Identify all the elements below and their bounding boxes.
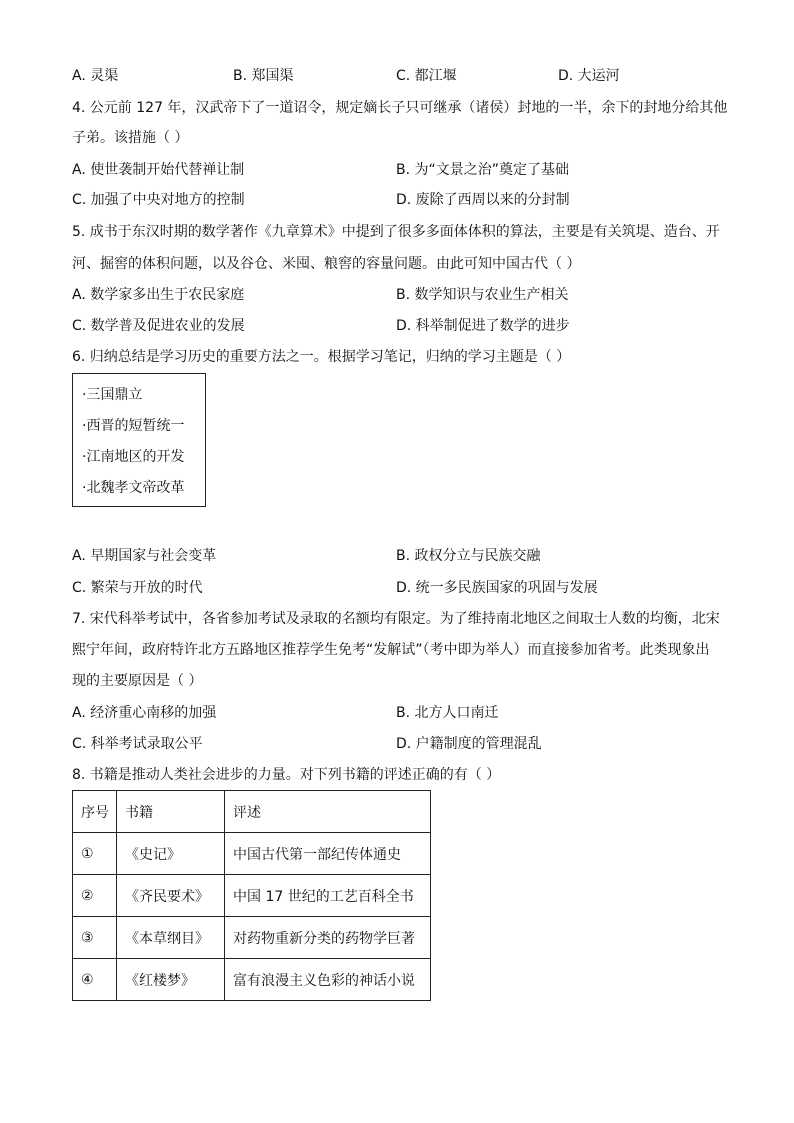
- q3-option-d: D. 大运河: [558, 68, 620, 84]
- q8-stem: 8. 书籍是推动人类社会进步的力量。对下列书籍的评述正确的有（ ）: [72, 767, 501, 783]
- row-comment: 富有浪漫主义色彩的神话小说: [225, 959, 431, 1001]
- q7-option-d: D. 户籍制度的管理混乱: [396, 736, 542, 752]
- q5-option-d: D. 科举制促进了数学的进步: [396, 318, 570, 334]
- q6-note: ·三国鼎立: [82, 387, 143, 403]
- row-index: ④: [73, 959, 117, 1001]
- q4-option-c: C. 加强了中央对地方的控制: [72, 192, 245, 208]
- q4-stem-line1: 4. 公元前 127 年，汉武帝下了一道诏令，规定嫡长子只可继承（诸侯）封地的一半，余下的封地分给其他: [72, 100, 728, 116]
- q6-option-c: C. 繁荣与开放的时代: [72, 580, 203, 596]
- header-comment: 评述: [225, 791, 431, 833]
- q6-option-a: A. 早期国家与社会变革: [72, 548, 217, 564]
- q3-option-a: A. 灵渠: [72, 68, 119, 84]
- header-book: 书籍: [117, 791, 225, 833]
- row-index: ②: [73, 875, 117, 917]
- q7-stem-line1: 7. 宋代科举考试中，各省参加考试及录取的名额均有限定。为了维持南北地区之间取士人数的均衡，北宋: [72, 611, 720, 627]
- books-table: [72, 790, 431, 1001]
- q6-stem: 6. 归纳总结是学习历史的重要方法之一。根据学习笔记，归纳的学习主题是（ ）: [72, 349, 571, 365]
- row-book: 《本草纲目》: [117, 917, 225, 959]
- q5-option-c: C. 数学普及促进农业的发展: [72, 318, 245, 334]
- row-book: 《史记》: [117, 833, 225, 875]
- q3-option-b: B. 郑国渠: [233, 68, 294, 84]
- q6-option-b: B. 政权分立与民族交融: [396, 548, 541, 564]
- table-row: [73, 833, 431, 875]
- row-book: 《齐民要术》: [117, 875, 225, 917]
- table-row: [73, 959, 431, 1001]
- q4-option-a: A. 使世袭制开始代替禅让制: [72, 162, 245, 178]
- q7-option-b: B. 北方人口南迁: [396, 705, 499, 721]
- header-index: 序号: [73, 791, 117, 833]
- q5-option-a: A. 数学家多出生于农民家庭: [72, 287, 245, 303]
- q4-stem-line2: 子弟。该措施（ ）: [72, 130, 189, 146]
- q7-stem-line3: 现的主要原因是（ ）: [72, 673, 203, 689]
- q7-option-a: A. 经济重心南移的加强: [72, 705, 217, 721]
- row-comment: 中国古代第一部纪传体通史: [225, 833, 431, 875]
- row-index: ①: [73, 833, 117, 875]
- q7-stem-line2: 熙宁年间，政府特许北方五路地区推荐学生免考“发解试”（考中即为举人）而直接参加省考。此类现象出: [72, 642, 710, 658]
- q4-option-b: B. 为“文景之治”奠定了基础: [396, 162, 570, 178]
- table-row: [73, 875, 431, 917]
- table-row: [73, 917, 431, 959]
- q3-option-c: C. 都江堰: [396, 68, 457, 84]
- q6-option-d: D. 统一多民族国家的巩固与发展: [396, 580, 598, 596]
- row-comment: 对药物重新分类的药物学巨著: [225, 917, 431, 959]
- q6-note: ·北魏孝文帝改革: [82, 480, 185, 496]
- row-book: 《红楼梦》: [117, 959, 225, 1001]
- q4-option-d: D. 废除了西周以来的分封制: [396, 192, 570, 208]
- row-index: ③: [73, 917, 117, 959]
- row-comment: 中国 17 世纪的工艺百科全书: [225, 875, 431, 917]
- q6-note: ·江南地区的开发: [82, 449, 185, 465]
- q5-option-b: B. 数学知识与农业生产相关: [396, 287, 569, 303]
- q5-stem-line1: 5. 成书于东汉时期的数学著作《九章算术》中提到了很多多面体体积的算法，主要是有关筑堤、造台、开: [72, 224, 720, 240]
- table-header-row: [73, 791, 431, 833]
- q6-note: ·西晋的短暂统一: [82, 418, 185, 434]
- q6-notes-box: [72, 373, 206, 507]
- q5-stem-line2: 河、掘窖的体积问题，以及谷仓、米囤、粮窖的容量问题。由此可知中国古代（ ）: [72, 256, 581, 272]
- q7-option-c: C. 科举考试录取公平: [72, 736, 203, 752]
